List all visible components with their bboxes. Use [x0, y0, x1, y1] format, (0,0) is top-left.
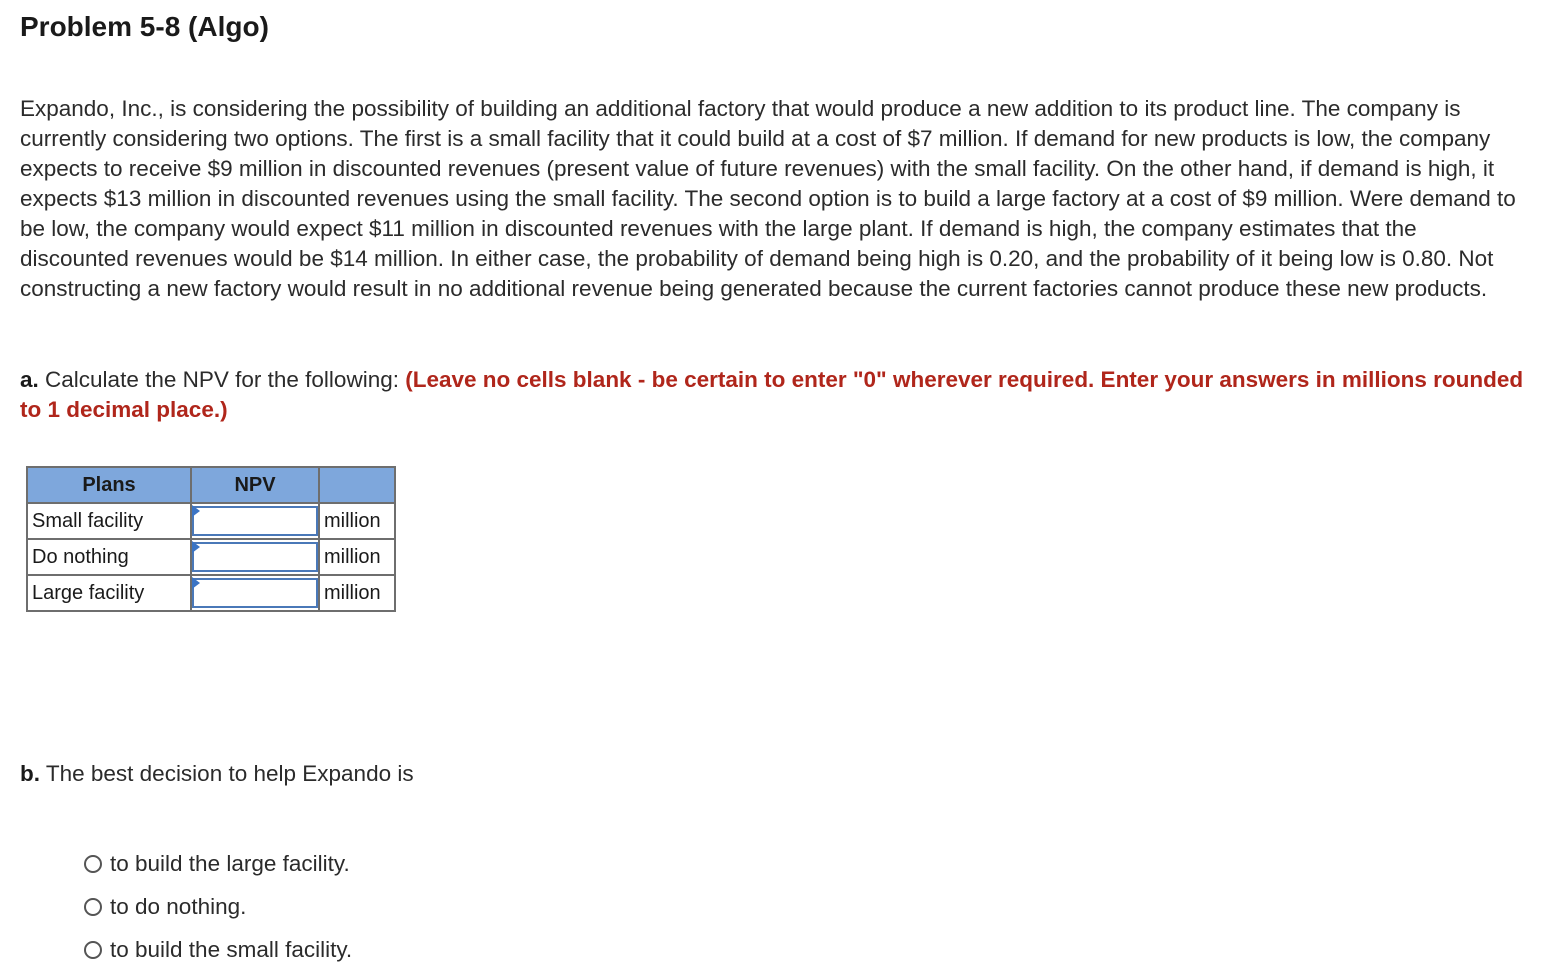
table-row: [27, 503, 395, 539]
npv-cell-do-nothing: [191, 539, 319, 575]
npv-table: [26, 466, 396, 612]
part-a-label: a.: [20, 367, 39, 392]
part-b-text: The best decision to help Expando is: [45, 761, 414, 786]
radio-button[interactable]: [84, 941, 102, 959]
npv-cell-large-facility: [191, 575, 319, 611]
page-title: Problem 5-8 (Algo): [20, 11, 269, 42]
plan-small-facility: Small facility: [27, 503, 191, 539]
decision-options: [84, 842, 352, 971]
part-a-prompt: [20, 365, 1528, 425]
table-row: [27, 575, 395, 611]
option-do-nothing[interactable]: [84, 885, 352, 928]
part-b-label: b.: [20, 761, 40, 786]
npv-input-do-nothing[interactable]: [192, 542, 318, 572]
radio-button[interactable]: [84, 855, 102, 873]
radio-button[interactable]: [84, 898, 102, 916]
part-b-prompt: [20, 759, 414, 789]
header-plans: Plans: [27, 467, 191, 503]
npv-input-small-facility[interactable]: [192, 506, 318, 536]
option-small-facility[interactable]: [84, 928, 352, 971]
table-header-row: [27, 467, 395, 503]
unit-do-nothing: million: [319, 539, 395, 575]
unit-small-facility: million: [319, 503, 395, 539]
header-unit: [319, 467, 395, 503]
unit-large-facility: million: [319, 575, 395, 611]
header-npv: NPV: [191, 467, 319, 503]
npv-cell-small-facility: [191, 503, 319, 539]
part-a-text: Calculate the NPV for the following:: [45, 367, 399, 392]
plan-do-nothing: Do nothing: [27, 539, 191, 575]
npv-input-large-facility[interactable]: [192, 578, 318, 608]
table-row: [27, 539, 395, 575]
option-label: to do nothing.: [110, 893, 247, 919]
option-label: to build the large facility.: [110, 850, 350, 876]
option-label: to build the small facility.: [110, 936, 353, 962]
part-a-instruction: (Leave no cells blank - be certain to enter "0" wherever required. Enter your answers in millions rounded to 1 decimal place.): [20, 367, 1524, 422]
option-large-facility[interactable]: [84, 842, 352, 885]
plan-large-facility: Large facility: [27, 575, 191, 611]
problem-statement: Expando, Inc., is considering the possibility of building an additional factory that would produce a new addition to its product line. The company is currently considering two options. The first is a small facility that it could build at a cost of $7 million. If demand for new products is low, the company expects to receive $9 million in discounted revenues (present value of future revenues) with the small facility. On the other hand, if demand is high, it expects $13 million in discounted revenues using the small facility. The second option is to build a large factory at a cost of $9 million. Were demand to be low, the company would expect $11 million in discounted revenues with the large plant. If demand is high, the company estimates that the discounted revenues would be $14 million. In either case, the probability of demand being high is 0.20, and the probability of it being low is 0.80. Not constructing a new factory would result in no additional revenue being generated because the current factories cannot produce these new products.: [20, 96, 1516, 301]
